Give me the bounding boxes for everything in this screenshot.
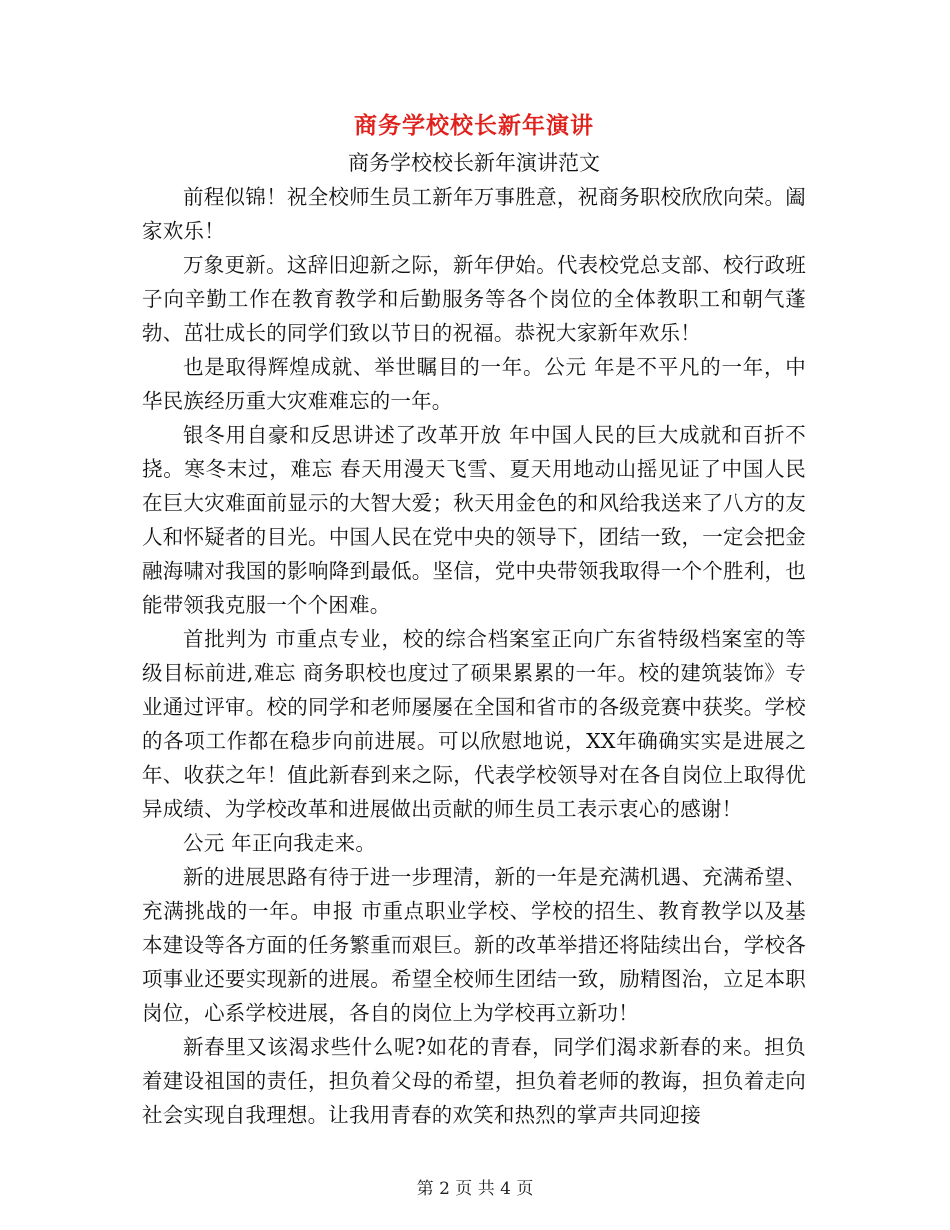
document-title: 商务学校校长新年演讲 bbox=[354, 112, 594, 139]
paragraph-8: 新春里又该渴求些什么呢?如花的青春，同学们渴求新春的来。担负着建设祖国的责任，担负着父母的希望，担负着老师的教诲，担负着走向社会实现自我理想。让我用青春的欢笑和热烈的掌声共同迎接 bbox=[142, 1035, 806, 1127]
paragraph-5: 首批判为 市重点专业，校的综合档案室正向广东省特级档案室的等级目标前进,难忘 商务职校也度过了硕果累累的一年。校的建筑装饰》专业通过评审。校的同学和老师屡屡在全国和省市的各级竞赛中获奖。学校的各项工作都在稳步向前进展。可以欣慰地说，XX年确确实实是进展之年、收获之年！值此新春到来之际，代表学校领导对在各自岗位上取得优异成绩、为学校改革和进展做出贡献的师生员工表示衷心的感谢！ bbox=[142, 627, 806, 821]
paragraph-1: 前程似锦！祝全校师生员工新年万事胜意，祝商务职校欣欣向荣。阖家欢乐！ bbox=[142, 185, 806, 243]
paragraph-2: 万象更新。这辞旧迎新之际，新年伊始。代表校党总支部、校行政班子向辛勤工作在教育教学和后勤服务等各个岗位的全体教职工和朝气蓬勃、茁壮成长的同学们致以节日的祝福。恭祝大家新年欢乐！ bbox=[142, 253, 806, 345]
paragraph-4: 银冬用自豪和反思讲述了改革开放 年中国人民的巨大成就和百折不挠。寒冬末过，难忘 春天用漫天飞雪、夏天用地动山摇见证了中国人民在巨大灾难面前显示的大智大爱；秋天用金色的和风给我送来了八方的友人和怀疑者的目光。中国人民在党中央的领导下，团结一致，一定会把金融海啸对我国的影响降到最低。坚信，党中央带领我取得一个个胜利，也能带领我克服一个个困难。 bbox=[142, 423, 806, 617]
paragraph-3: 也是取得辉煌成就、举世瞩目的一年。公元 年是不平凡的一年，中华民族经历重大灾难难忘的一年。 bbox=[142, 355, 806, 413]
document-page bbox=[142, 108, 806, 1132]
paragraph-7: 新的进展思路有待于进一步理清，新的一年是充满机遇、充满希望、充满挑战的一年。申报 市重点职业学校、学校的招生、教育教学以及基本建设等各方面的任务繁重而艰巨。新的改革举措还将陆续出台，学校各项事业还要实现新的进展。希望全校师生团结一致，励精图治，立足本职岗位，心系学校进展，各自的岗位上为学校再立新功！ bbox=[142, 865, 806, 1025]
document-subtitle: 商务学校校长新年演讲范文 bbox=[348, 151, 600, 175]
page-number-footer: 第 2 页 共 4 页 bbox=[416, 1179, 534, 1199]
paragraph-6: 公元 年正向我走来。 bbox=[183, 831, 377, 855]
